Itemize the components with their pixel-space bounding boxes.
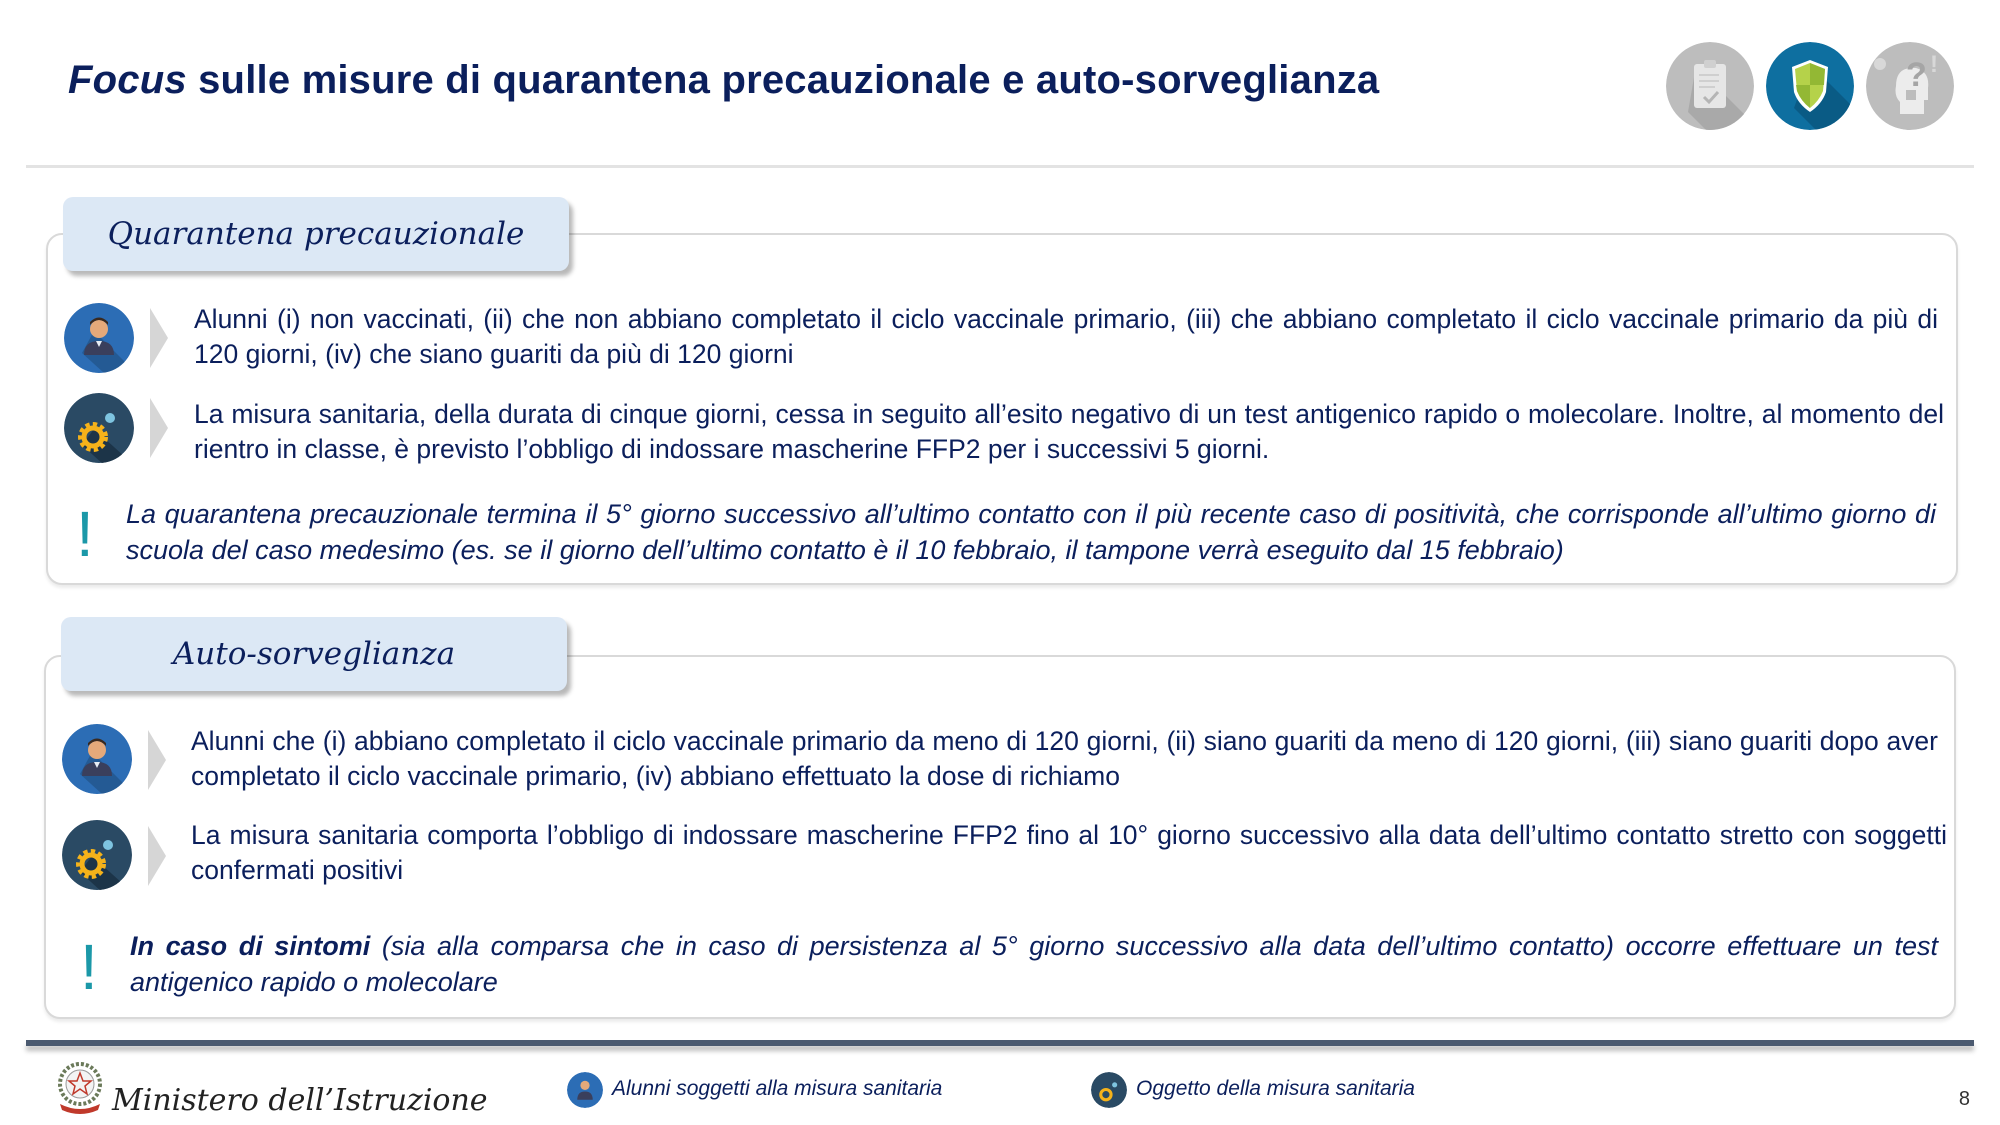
person-icon [62,724,132,794]
ministry-name: Ministero dell’Istruzione [112,1083,488,1118]
gear-icon [64,393,134,463]
tab-quarantena-precauzionale [63,197,569,271]
chevron-right-icon [150,308,168,368]
legend-label: Alunni soggetti alla misura sanitaria [612,1077,943,1100]
row-text: Alunni che (i) abbiano completato il ciclo vaccinale primario da meno di 120 giorni, (ii) siano guariti da meno di 120 giorni, (iii) siano guariti dopo aver completato il ciclo vaccinale primario, (iv) abbiano effettuato la dose di richiamo [191,726,1938,791]
shield-icon[interactable] [1766,42,1854,130]
title-rest: sulle misure di quarantena precauzionale e auto-sorveglianza [186,58,1380,102]
clipboard-check-icon[interactable] [1666,42,1754,130]
header-divider [26,165,1974,168]
chevron-right-icon [150,398,168,458]
exclamation-icon: ! [80,931,98,1003]
tab-auto-sorveglianza [61,617,567,691]
row-text: La misura sanitaria, della durata di cinque giorni, cessa in seguito all’esito negativo di un test antigenico rapido o molecolare. Inoltre, al momento del rientro in classe, è previsto l’obbligo di indossare mascherine FFP2 per i successivi 5 giorni. [194,399,1944,464]
row-text: Alunni (i) non vaccinati, (ii) che non abbiano completato il ciclo vaccinale primario, (iii) che abbiano completato il ciclo vaccinale primario da più di 120 giorni, (iv) che siano guariti da più di 120 giorni [194,304,1938,369]
chevron-right-icon [148,730,166,790]
page-title [68,58,1379,103]
exclamation-icon: ! [76,498,94,570]
section-title: Quarantena precauzionale [107,216,525,252]
chevron-right-icon [148,826,166,886]
republic-emblem-icon [52,1058,108,1116]
question-head-icon[interactable] [1866,42,1954,130]
gear-icon [1091,1072,1127,1108]
note-text: In caso di sintomi (sia alla comparsa che in caso di persistenza al 5° giorno successivo alla data dell’ultimo contatto) occorre effettuare un test antigenico rapido o molecolare [130,931,1938,997]
note-text: La quarantena precauzionale termina il 5° giorno successivo all’ultimo contatto con il più recente caso di positività, che corrisponde all’ultimo giorno di scuola del caso medesimo (es. se il giorno dell’ultimo contatto è il 10 febbraio, il tampone verrà eseguito dal 15 febbraio) [126,499,1936,565]
legend-label: Oggetto della misura sanitaria [1136,1077,1415,1100]
title-italic: Focus [68,58,187,102]
gear-icon [62,820,132,890]
row-text: La misura sanitaria comporta l’obbligo di indossare mascherine FFP2 fino al 10° giorno successivo alla data dell’ultimo contatto stretto con soggetti confermati positivi [191,820,1947,885]
section-title: Auto-sorveglianza [172,636,456,672]
page-number: 8 [1958,1088,1970,1110]
person-icon [567,1072,603,1108]
svg-text:!: ! [1930,51,1938,78]
svg-text:?: ? [1906,56,1927,94]
footer-divider [26,1040,1974,1046]
person-icon [64,303,134,373]
